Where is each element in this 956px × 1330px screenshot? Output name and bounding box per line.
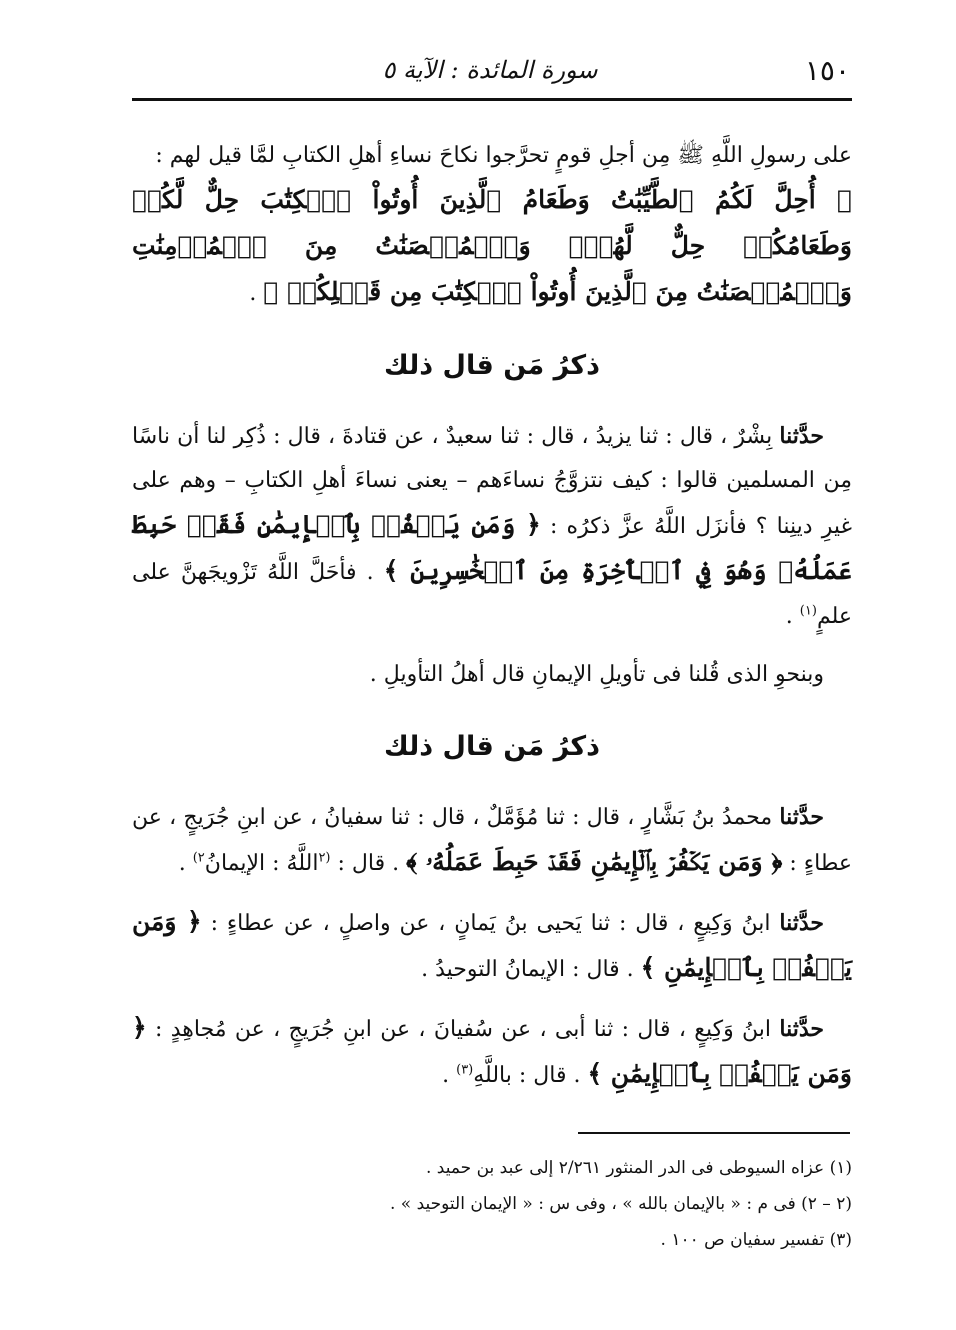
intro-paragraph	[132, 134, 852, 316]
section-heading: ذكرُ مَن قال ذلك	[384, 731, 600, 762]
narration-text: بِشْرٌ ، قال : ثنا يزيدُ ، قال : ثنا سعيدٌ ، عن قتادةَ ، قال : ذُكِر لنا أن ناسًا مِن المسلمين قالوا : كيف نتزوَّجُ نساءَهم – يعنى نساءَ أهلِ الكتابِ – وهم على غيرِ دينِنا ؟ فأنزَل اللَّهُ عزَّ ذكرُه :	[132, 424, 852, 539]
narration-after: . قال : الإيمانُ التوحيدُ .	[421, 957, 641, 982]
narration-text: ابنُ وَكِيعٍ ، قال : ثنا أبى ، عن سُفيانَ ، عن ابنِ جُرَيجٍ ، عن مُجاهِدٍ :	[146, 1017, 780, 1042]
narration-end: .	[442, 1063, 457, 1088]
footnotes	[132, 1150, 852, 1258]
narration-after: . فأحَلَّ اللَّهُ تَزْويجَهنَّ على علمٍ	[132, 560, 852, 629]
narration-paragraph	[132, 900, 852, 992]
quran-verse: ﴿ وَمَن يَكۡفُرۡ بِٱلۡإِيمَٰنِ فَقَدۡ حَبِطَ عَمَلُهُۥ وَهُوَ فِي ٱلۡأٓخِرَةِ مِنَ ٱلۡخَٰسِرِينَ ﴾	[132, 510, 852, 585]
narration-text: ابنُ وَكِيعٍ ، قال : ثنا يَحيى بنُ يَمانٍ ، عن واصلٍ ، عن عطاءٍ :	[201, 911, 780, 936]
footnote-marker: (٣)	[456, 1062, 474, 1078]
narration-after: . قال :	[330, 851, 407, 876]
narration-after: . قال : باللَّهِ	[473, 1063, 588, 1088]
page-header	[130, 48, 850, 92]
narration-quote: اللَّهُ : الإيمانُ	[204, 851, 319, 876]
narration-paragraph	[132, 795, 852, 886]
narration-end: .	[785, 604, 800, 629]
narration-end: .	[178, 851, 193, 876]
narration-lead: حدَّثنا	[779, 423, 824, 449]
footnote-item: (٢ – ٢) فى م : « بالإيمان بالله » ، وفى س : « الإيمان التوحيد » .	[389, 1194, 852, 1214]
section-heading: ذكرُ مَن قال ذلك	[384, 350, 600, 381]
footnote-rule	[578, 1132, 850, 1134]
header-rule	[132, 98, 852, 101]
narration-lead: حدَّثنا	[779, 1016, 824, 1042]
quran-verse: ﴿ أُحِلَّ لَكُمُ ٱلطَّيِّبَٰتُ وَطَعَامُ ٱلَّذِينَ أُوتُواْ ٱلۡكِتَٰبَ حِلٌّ لَّكُمۡ وَطَعَامُكُمۡ حِلٌّ لَّهُمۡۖ وَٱلۡمُحۡصَنَٰتُ مِنَ ٱلۡمُؤۡمِنَٰتِ وَٱلۡمُحۡصَنَٰتُ مِنَ ٱلَّذِينَ أُوتُواْ ٱلۡكِتَٰبَ مِن قَبۡلِكُمۡ ﴾	[132, 185, 852, 306]
footnote-marker: (٢	[318, 850, 331, 866]
footnote-marker: ٢)	[192, 850, 205, 866]
running-title: سورة المائدة : الآية ٥	[382, 56, 598, 84]
main-text	[132, 134, 852, 1112]
narration-paragraph	[132, 1006, 852, 1098]
quran-verse: ﴿ وَمَن يَكۡفُرۡ بِٱلۡإِيمَٰنِ ﴾	[132, 907, 852, 982]
quran-verse: ﴿ وَمَن يَكۡفُرۡ بِٱلۡإِيمَٰنِ ﴾	[132, 1013, 852, 1088]
footnote-marker: (١)	[799, 603, 817, 619]
narration-lead: حدَّثنا	[779, 910, 824, 936]
narration-text: محمدُ بنُ بَشَّارٍ ، قال : ثنا مُؤَمَّلٌ ، قال : ثنا سفيانُ ، عن ابنِ جُرَيجٍ ، عن عطاءٍ :	[132, 805, 852, 876]
footnote-item: (٣) تفسير سفيان ص ١٠٠ .	[660, 1230, 852, 1250]
intro-end: .	[249, 281, 264, 306]
intro-text: على رسولِ اللَّهِ ﷺ مِن أجلِ قومٍ تحرَّجوا نكاحَ نساءِ أهلِ الكتابِ لمَّا قيل لهم :	[155, 143, 852, 168]
narration-paragraph	[132, 414, 852, 639]
commentary-paragraph: وبنحوِ الذى قُلنا فى تأويلِ الإيمانِ قال أهلُ التأويلِ .	[369, 662, 824, 687]
quran-verse: ﴿ وَمَن يَكۡفُرۡ بِٱلۡإِيمَٰنِ فَقَدۡ حَبِطَ عَمَلُهُۥ ﴾	[406, 847, 783, 876]
narration-lead: حدَّثنا	[779, 804, 824, 830]
page-number: ١٥٠	[804, 54, 850, 87]
footnote-item: (١) عزاه السيوطى فى الدر المنثور ٢/٢٦١ إلى عبد بن حميد .	[425, 1158, 852, 1178]
